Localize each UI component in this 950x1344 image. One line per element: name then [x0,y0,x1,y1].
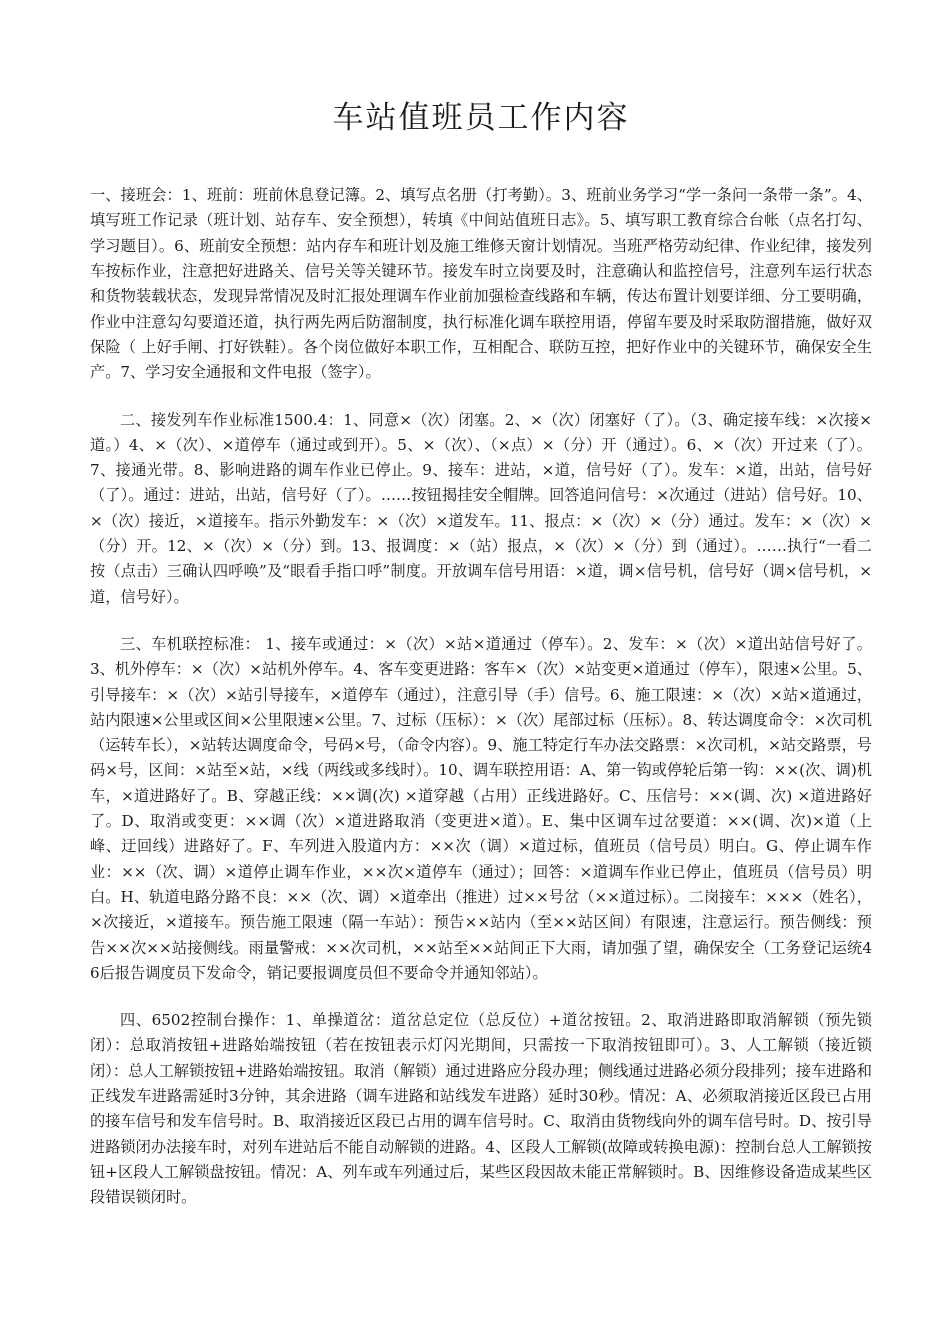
section-1-shift-meeting: 一、接班会：1、班前：班前休息登记簿。2、填写点名册（打考勤）。3、班前业务学习“学一条问一条带一条”。4、填写班工作记录（班计划、站存车、安全预想），转填《中间站值班日志》。5、填写职工教育综合台帐（点名打勾、学习题目）。6、班前安全预想：站内存车和班计划及施工维修天窗计划情况。当班严格劳动纪律、作业纪律，接发列车按标作业，注意把好进路关、信号关等关键环节。接发车时立岗要及时，注意确认和监控信号，注意列车运行状态和货物装载状态，发现异常情况及时汇报处理调车作业前加强检查线路和车辆，传达布置计划要详细、分工要明确，作业中注意勾勾要道还道，执行两先两后防溜制度，执行标准化调车联控用语，停留车要及时采取防溜措施，做好双保险（ 上好手闸、打好铁鞋）。各个岗位做好本职工作，互相配合、联防互控，把好作业中的关键环节，确保安全生产。7、学习安全通报和文件电报（签字）。 [90,186,872,382]
section-3-radio-communication-standard: 三、车机联控标准： 1、接车或通过：×（次）×站×道通过（停车）。2、发车：×（次）×道出站信号好了。3、机外停车：×（次）×站机外停车。4、客车变更进路：客车×（次）×站变更×道通过（停车），限速×公里。5、引导接车：×（次）×站引导接车，×道停车（通过），注意引导（手）信号。6、施工限速：×（次）×站×道通过，站内限速×公里或区间×公里限速×公里。7、过标（压标）：×（次）尾部过标（压标）。8、转达调度命令：×次司机（运转车长），×站转达调度命令，号码×号，（命令内容）。9、施工特定行车办法交路票：×次司机，×站交路票，号码×号，区间：×站至×站，×线（两线或多线时）。10、调车联控用语：A、第一钩或停轮后第一钩：××(次、调)机车，×道进路好了。B、穿越正线：××调(次) ×道穿越（占用）正线进路好。C、压信号：××(调、次) ×道进路好了。D、取消或变更：××调（次）×道进路取消（变更进×道）。E、集中区调车过岔要道：××(调、次)×道（上峰、迂回线）进路好了。F、车列进入股道内方：××次（调）×道过标，值班员（信号员）明白。G、停止调车作业：××（次、调）×道停止调车作业，××次×道停车（通过）；回答：×道调车作业已停止，值班员（信号员）明白。H、轨道电路分路不良：××（次、调）×道牵出（推进）过××号岔（××道过标）。二岗接车：×××（姓名），×次接近，×道接车。预告施工限速（隔一车站）：预告××站内（至××站区间）有限速，注意运行。预告侧线：预告××次××站接侧线。雨量警戒：××次司机，××站至××站间正下大雨，请加强了望，确保安全（工务登记运统46后报告调度员下发命令，销记要报调度员但不要命令并通知邻站）。 [90,634,872,982]
section-4-control-panel-operation: 四、6502控制台操作：1、单操道岔：道岔总定位（总反位）+道岔按钮。2、取消进路即取消解锁（预先锁闭）：总取消按钮+进路始端按钮（若在按钮表示灯闪光期间，只需按一下取消按钮即可）。3、人工解锁（接近锁闭）：总人工解锁按钮+进路始端按钮。取消（解锁）通过进路应分段办理；侧线通过进路必须分段排列；接车进路和正线发车进路需延时3分钟，其余进路（调车进路和站线发车进路）延时30秒。情况：A、必须取消接近区段已占用的接车信号和发车信号时。B、取消接近区段已占用的调车信号时。C、取消由货物线向外的调车信号时。D、按引导进路锁闭办法接车时，对列车进站后不能自动解锁的进路。4、区段人工解锁(故障或转换电源)：控制台总人工解锁按钮+区段人工解锁盘按钮。情况：A、列车或车列通过后，某些区段因故未能正常解锁时。B、因维修设备造成某些区段错误锁闭时。 [90,1011,872,1207]
document-title: 车站值班员工作内容 [332,100,630,136]
document-page [90,100,872,1232]
section-2-train-operation-standard: 二、接发列车作业标准1500.4：1、同意×（次）闭塞。2、×（次）闭塞好（了）。（3、确定接车线：×次接×道。）4、×（次）、×道停车（通过或到开）。5、×（次）、（×点）×（分）开（通过）。6、×（次）开过来（了）。7、接通光带。8、影响进路的调车作业已停止。9、接车：进站，×道，信号好（了）。发车：×道，出站，信号好（了）。通过：进站，出站，信号好（了）。……按钮揭挂安全帽牌。回答追问信号：×次通过（进站）信号好。10、×（次）接近，×道接车。指示外勤发车：×（次）×道发车。11、报点：×（次）×（分）通过。发车：×（次）×（分）开。12、×（次）×（分）到。13、报调度：×（站）报点，×（次）×（分）到（通过）。……执行“一看二按（点击）三确认四呼唤”及“眼看手指口呼”制度。开放调车信号用语：×道，调×信号机，信号好（调×信号机，×道，信号好）。 [90,410,872,606]
